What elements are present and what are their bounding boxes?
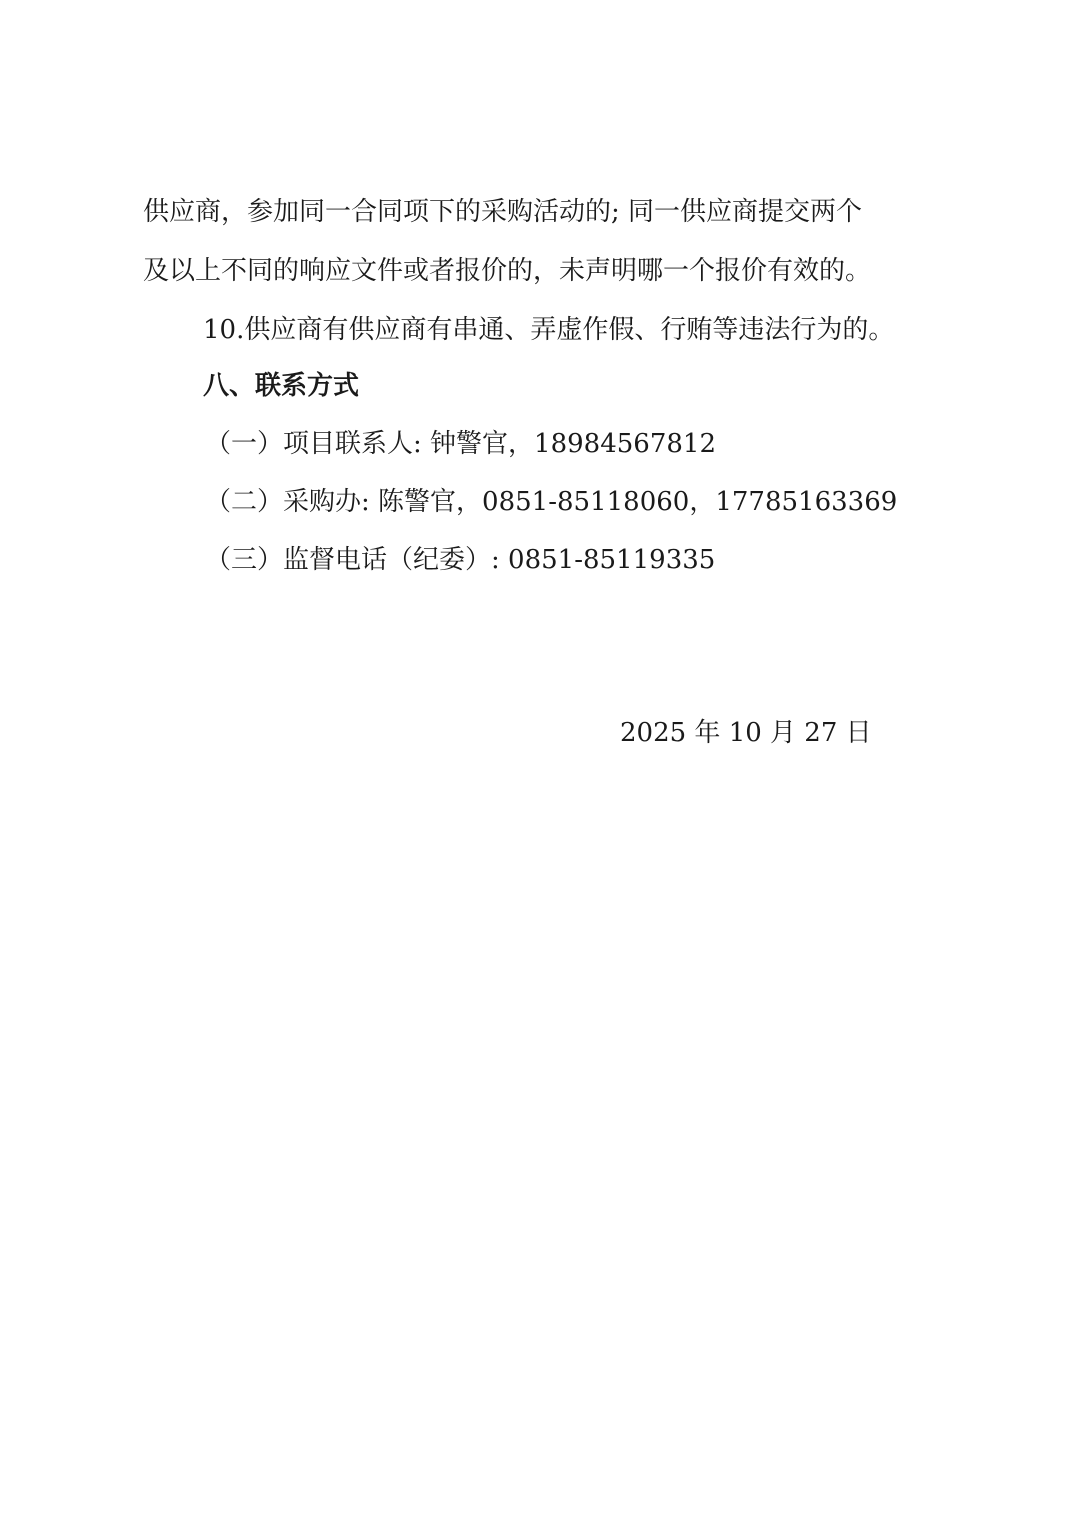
contact-procurement-office: （二）采购办: 陈警官，0851-85118060，17785163369 xyxy=(205,487,898,517)
document-date: 2025 年 10 月 27 日 xyxy=(620,718,872,748)
paragraph-line-1: 供应商，参加同一合同项下的采购活动的; 同一供应商提交两个 xyxy=(143,197,863,227)
contact-supervision-phone: （三）监督电话（纪委）: 0851-85119335 xyxy=(205,545,716,575)
section-heading: 八、联系方式 xyxy=(203,371,360,401)
contact-project-person: （一）项目联系人: 钟警官，18984567812 xyxy=(205,429,716,459)
paragraph-line-2: 及以上不同的响应文件或者报价的，未声明哪一个报价有效的。 xyxy=(143,256,872,286)
list-item-10: 10.供应商有供应商有串通、弄虚作假、行贿等违法行为的。 xyxy=(203,315,895,345)
